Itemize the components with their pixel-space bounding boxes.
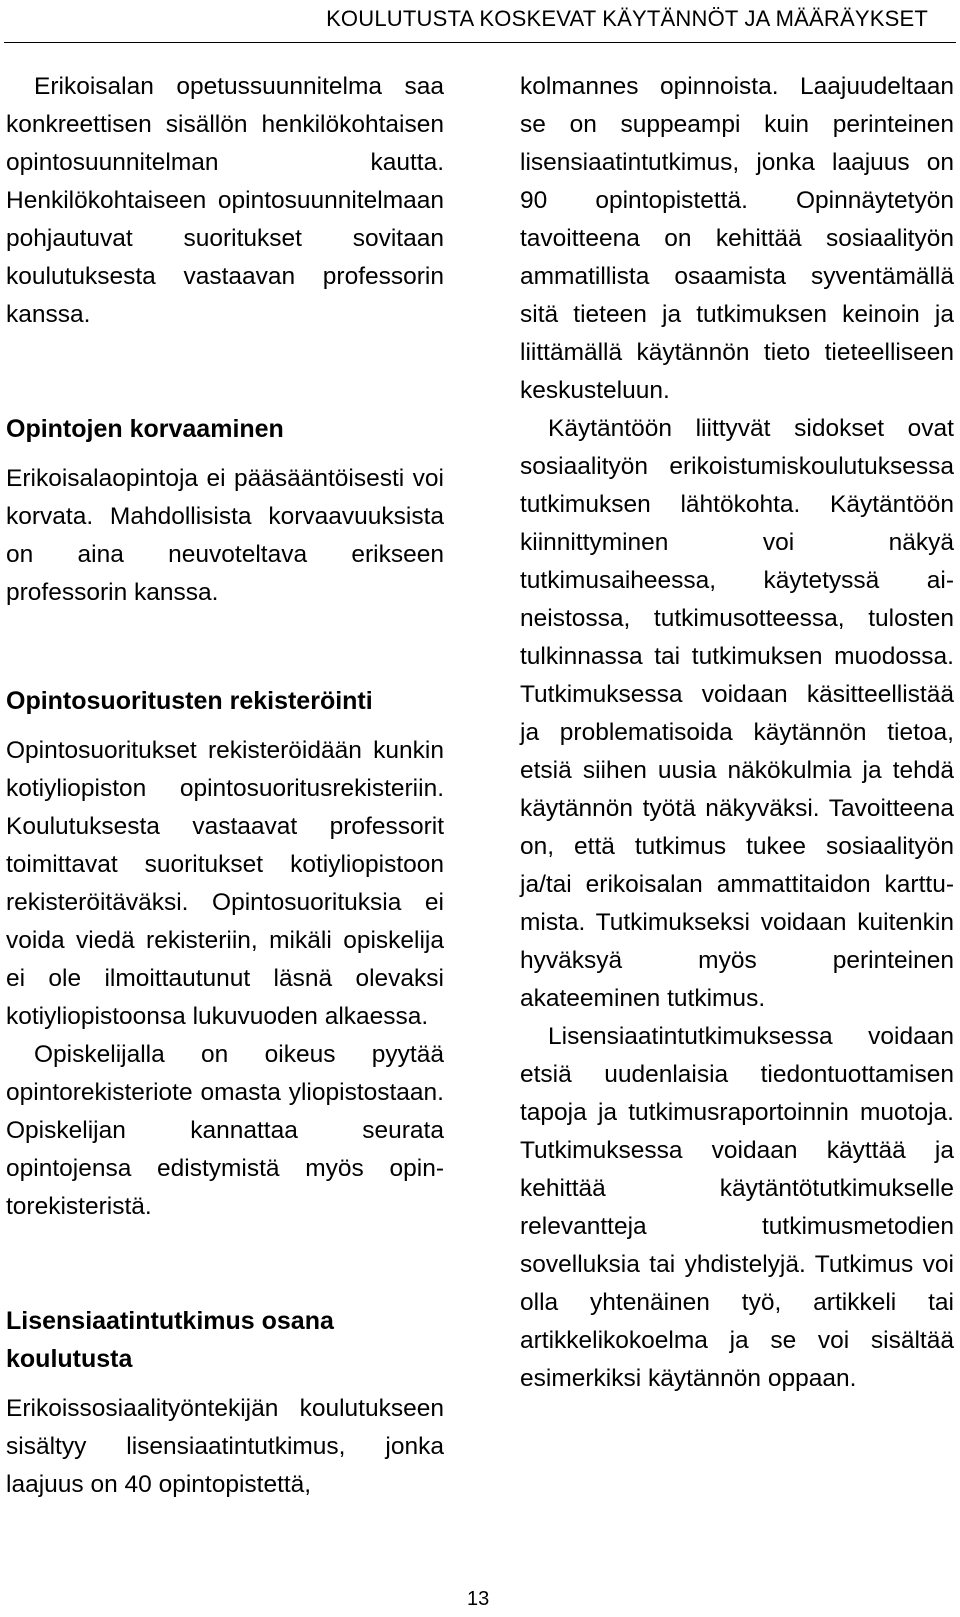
lisensiaatti-paragraph: Erikoissosiaalityöntekijän koulutukseen sisältyy lisensiaatintutkimus, jonka laajuus on 40 opintopistettä, xyxy=(6,1395,444,1498)
heading-opintosuoritusten-rekisterointi: Opintosuoritusten rekisteröinti xyxy=(6,687,373,715)
rekisterointi-paragraph-2: Opiskelijalla on oikeus pyytää opintorekisteriote omasta yliopistostaan. Opiskelijan kannattaa seurata opintojensa edistymistä myös opintorekisteristä. xyxy=(6,1041,444,1220)
left-column xyxy=(6,68,444,1504)
heading-lisensiaatintutkimus: Lisensiaatintutkimus osana koulutusta xyxy=(6,1307,334,1373)
right-column xyxy=(520,68,954,1398)
header-rule xyxy=(4,42,956,43)
running-header: KOULUTUSTA KOSKEVAT KÄYTÄNNÖT JA MÄÄRÄYKSET xyxy=(326,6,928,31)
right-paragraph-3: Lisensiaatintutkimuksessa voidaan etsiä uudenlaisia tiedontuottamisen tapoja ja tutkimusraportoinnin muotoja. Tutkimuksessa voidaan käyttää ja kehittää käytäntötutkimukselle relevantteja tutkimusmetodien sovelluksia tai yhdistelyjä. Tutkimus voi olla yhtenäinen työ, artikkeli tai artikkelikokoelma ja se voi sisältää esimerkiksi käytännön oppaan. xyxy=(520,1023,954,1392)
rekisterointi-paragraph-1: Opintosuoritukset rekisteröidään kunkin kotiyliopiston opintosuoritusrekisteriin. Koulutuksesta vastaavat professorit toimittavat suoritukset kotiyliopistoon rekisteröitäväksi. Opintosuorituksia ei voida viedä rekisteriin, mikäli opiskelija ei ole ilmoittautunut läsnä olevaksi kotiyliopistoonsa lukuvuoden alkaessa. xyxy=(6,737,444,1030)
right-paragraph-2: Käytäntöön liittyvät sidokset ovat sosiaalityön erikoistumiskoulutuksessa tutkimuksen lähtökohta. Käytäntöön kiinnittyminen voi näkyä tutkimusaiheessa, käytetyssä aineistossa, tutkimusotteessa, tulosten tulkinnassa tai tutkimuksen muodossa. Tutkimuksessa voidaan käsitteellistää ja problematisoida käytännön tietoa, etsiä siihen uusia näkökulmia ja tehdä käytännön työtä näkyväksi. Tavoitteena on, että tutkimus tukee sosiaalityön ja/tai erikoisalan ammattitaidon karttumista. Tutkimukseksi voidaan kuitenkin hyväksyä myös perinteinen akateeminen tutkimus. xyxy=(520,415,954,1012)
heading-opintojen-korvaaminen: Opintojen korvaaminen xyxy=(6,415,284,443)
intro-paragraph: Erikoisalan opetussuunnitelma saa konkreettisen sisällön henkilökohtaisen opintosuunnitelman kautta. Henkilökohtaiseen opintosuunnitelmaan pohjautuvat suoritukset sovitaan koulutuksesta vastaavan professorin kanssa. xyxy=(6,73,444,328)
korvaaminen-paragraph: Erikoisalaopintoja ei pääsääntöisesti voi korvata. Mahdollisista korvaavuuksista on aina neuvoteltava erikseen professorin kanssa. xyxy=(6,465,444,606)
right-paragraph-1: kolmannes opinnoista. Laajuudeltaan se on suppeampi kuin perinteinen lisensiaatintutkimus, jonka laajuus on 90 opintopistettä. Opinnäytetyön tavoitteena on kehittää sosiaalityön ammatillista osaamista syventämällä sitä tieteen ja tutkimuksen keinoin ja liittämällä käytännön tieto tieteelliseen keskusteluun. xyxy=(520,73,954,404)
page-number: 13 xyxy=(467,1588,490,1610)
